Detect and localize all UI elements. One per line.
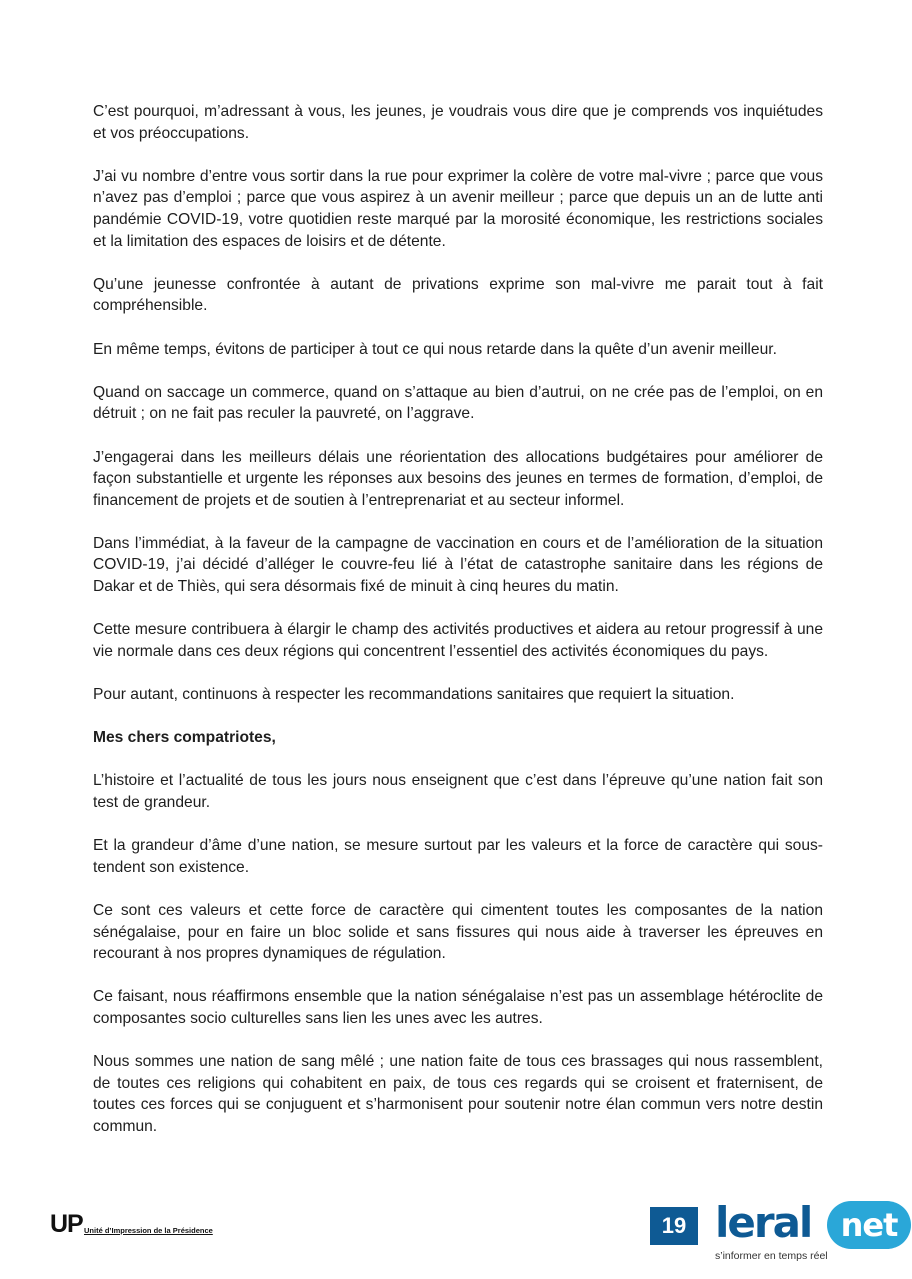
leral-logo-tagline: s’informer en temps réel (715, 1250, 828, 1262)
paragraph: Qu’une jeunesse confrontée à autant de privations exprime son mal-vivre me parait tout à fait compréhensible. (93, 275, 823, 315)
page-number: 19 (650, 1207, 698, 1245)
up-logo-text: Unité d’Impression de la Présidence (84, 1226, 213, 1235)
up-logo-mark: UP (50, 1210, 83, 1238)
paragraph: L’histoire et l’actualité de tous les jours nous enseignent que c’est dans l’épreuve qu’une nation fait son test de grandeur. (93, 772, 823, 811)
paragraph: C’est pourquoi, m’adressant à vous, les jeunes, je voudrais vous dire que je comprends vos inquiétudes et vos préoccupations. (93, 103, 823, 142)
section-salutation: Mes chers compatriotes, (93, 729, 276, 747)
paragraph: En même temps, évitons de participer à tout ce qui nous retarde dans la quête d’un avenir meilleur. (93, 340, 777, 358)
paragraph: J’ai vu nombre d’entre vous sortir dans la rue pour exprimer la colère de votre mal-vivre ; parce que vous n’avez pas d’emploi ; parce que vous aspirez à un avenir meilleur ; parce que depuis un an de lutte anti pandémie COVID-19, votre quotidien reste marqué par la morosité économique, les restrictions sociales et la limitation des espaces de loisirs et de détente. (93, 167, 823, 250)
leral-logo-badge: net (827, 1201, 911, 1249)
paragraph: Et la grandeur d’âme d’une nation, se mesure surtout par les valeurs et la force de caractère qui sous-tendent son existence. (93, 837, 823, 876)
paragraph: Pour autant, continuons à respecter les recommandations sanitaires que requiert la situation. (93, 686, 735, 704)
paragraph: Ce faisant, nous réaffirmons ensemble que la nation sénégalaise n’est pas un assemblage hétéroclite de composantes socio culturelles sans lien les unes avec les autres. (93, 988, 823, 1027)
paragraph: Dans l’immédiat, à la faveur de la campagne de vaccination en cours et de l’amélioration de la situation COVID-19, j’ai décidé d’alléger le couvre-feu lié à l’état de catastrophe sanitaire dans les régions de Dakar et de Thiès, qui sera désormais fixé de minuit à cinq heures du matin. (93, 534, 823, 596)
paragraph: Ce sont ces valeurs et cette force de caractère qui cimentent toutes les composantes de la nation sénégalaise, pour en faire un bloc solide et sans fissures qui nous aide à traverser les épreuves en recourant à nos propres dynamiques de régulation. (93, 901, 823, 963)
paragraph: Quand on saccage un commerce, quand on s’attaque au bien d’autrui, on ne crée pas de l’emploi, on en détruit ; on ne fait pas reculer la pauvreté, on l’aggrave. (93, 383, 823, 423)
up-logo (50, 1212, 220, 1242)
paragraph: Nous sommes une nation de sang mêlé ; une nation faite de tous ces brassages qui nous rassemblent, de toutes ces religions qui cohabitent en paix, de tous ces regards qui se croisent et fraternisent, de toutes ces forces qui se conjuguent et s’harmonisent pour soutenir notre élan commun vers notre destin commun. (93, 1053, 823, 1135)
paragraph: J’engagerai dans les meilleurs délais une réorientation des allocations budgétaires pour améliorer de façon substantielle et urgente les réponses aux besoins des jeunes en termes de formation, d’emploi, de financement de projets et de soutien à l’entreprenariat et au secteur informel. (93, 448, 823, 509)
leral-logo-wordmark: leral (715, 1198, 812, 1247)
document-body (93, 101, 823, 1159)
paragraph: Cette mesure contribuera à élargir le champ des activités productives et aidera au retour progressif à une vie normale dans ces deux régions qui concentrent l’essentiel des activités économiques du pays. (93, 621, 823, 660)
leral-logo (715, 1198, 912, 1263)
